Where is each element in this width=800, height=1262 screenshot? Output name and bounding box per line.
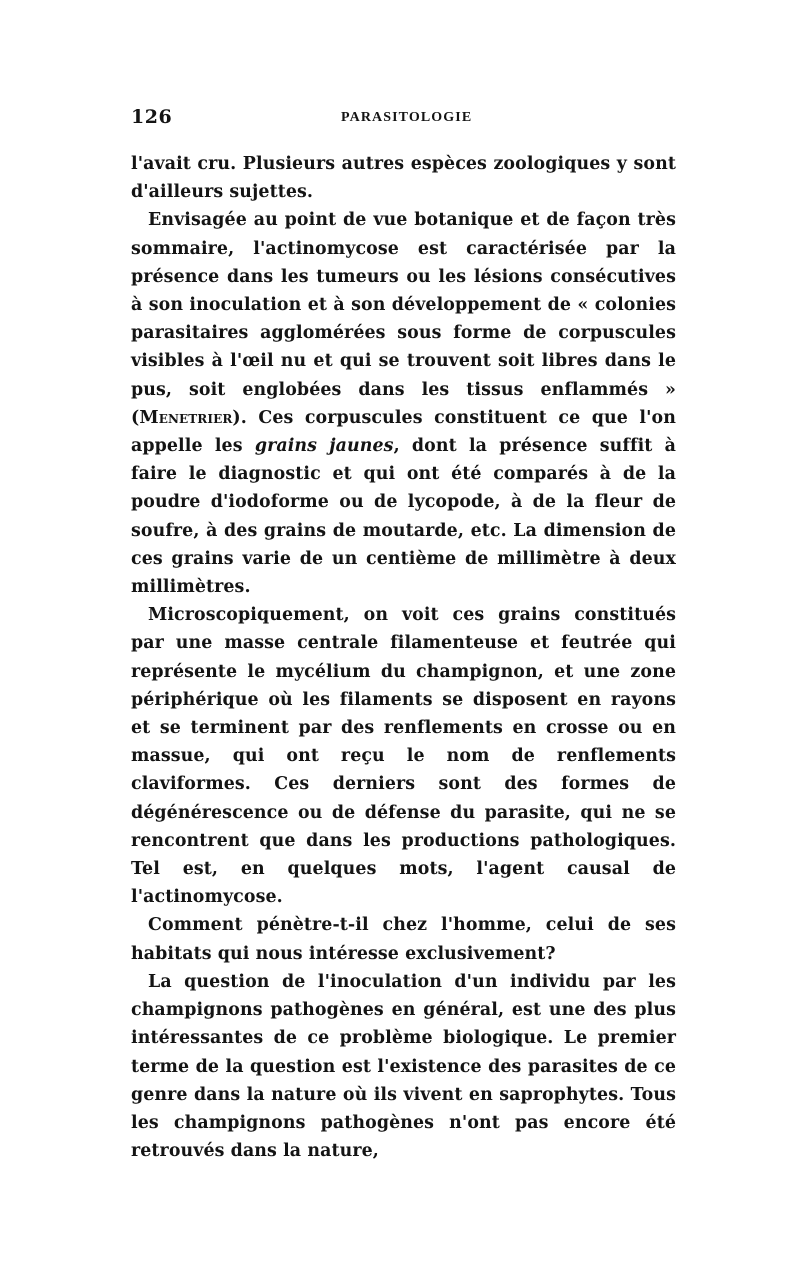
italic-term: grains jaunes	[254, 436, 394, 457]
paragraph-text: , dont la présence suffit à faire le diagnostic et qui ont été comparés à de la poudre d'iodoforme ou de lycopode, à de la fleur de soufre, à des grains de moutarde, etc. La dimension de ces grains varie de un centième de millimètre à deux millimètres.	[131, 436, 676, 598]
paragraph-microscopy: Microscopiquement, on voit ces grains constitués par une masse centrale filamenteuse et feutrée qui représente le mycélium du champignon, et une zone périphérique où les filaments se disposent en rayons et se terminent par des renflements en crosse ou en massue, qui ont reçu le nom de renflements claviformes. Ces derniers sont des formes de dégénérescence ou de défense du parasite, qui ne se rencontrent que dans les productions pathologiques. Tel est, en quelques mots, l'agent causal de l'actinomycose.	[131, 605, 676, 908]
paragraph-inoculation: La question de l'inoculation d'un individu par les champignons pathogènes en général, est une des plus intéressantes de ce problème biologique. Le premier terme de la question est l'existence des parasites de ce genre dans la nature où ils vivent en saprophytes. Tous les champignons pathogènes n'ont pas encore été retrouvés dans la nature,	[131, 971, 676, 1162]
paragraph-text: ). Ces corpuscules constituent ce que l'on appelle les	[131, 407, 676, 457]
paragraph-text: Envisagée au point de vue botanique et de façon très sommaire, l'actinomycose est caractérisée par la présence dans les tumeurs ou les lésions consécutives à son inoculation et à son développement de « colonies parasitaires agglomérées sous forme de corpuscules visibles à l'œil nu et qui se trouvent soit libres dans le pus, soit englobées dans les tissus enflammés » (	[131, 210, 676, 428]
running-title: PARASITOLOGIE	[341, 110, 473, 125]
running-head	[131, 106, 676, 132]
paragraph-continuation: l'avait cru. Plusieurs autres espèces zoologiques y sont d'ailleurs sujettes.	[131, 154, 676, 203]
paragraph-actinomycose-definition	[131, 206, 676, 601]
paragraph-question: Comment pénètre-t-il chez l'homme, celui de ses habitats qui nous intéresse exclusivement?	[131, 915, 676, 964]
page-number: 126	[131, 106, 173, 128]
body-text	[131, 150, 676, 1165]
author-citation: Menetrier	[139, 407, 233, 428]
